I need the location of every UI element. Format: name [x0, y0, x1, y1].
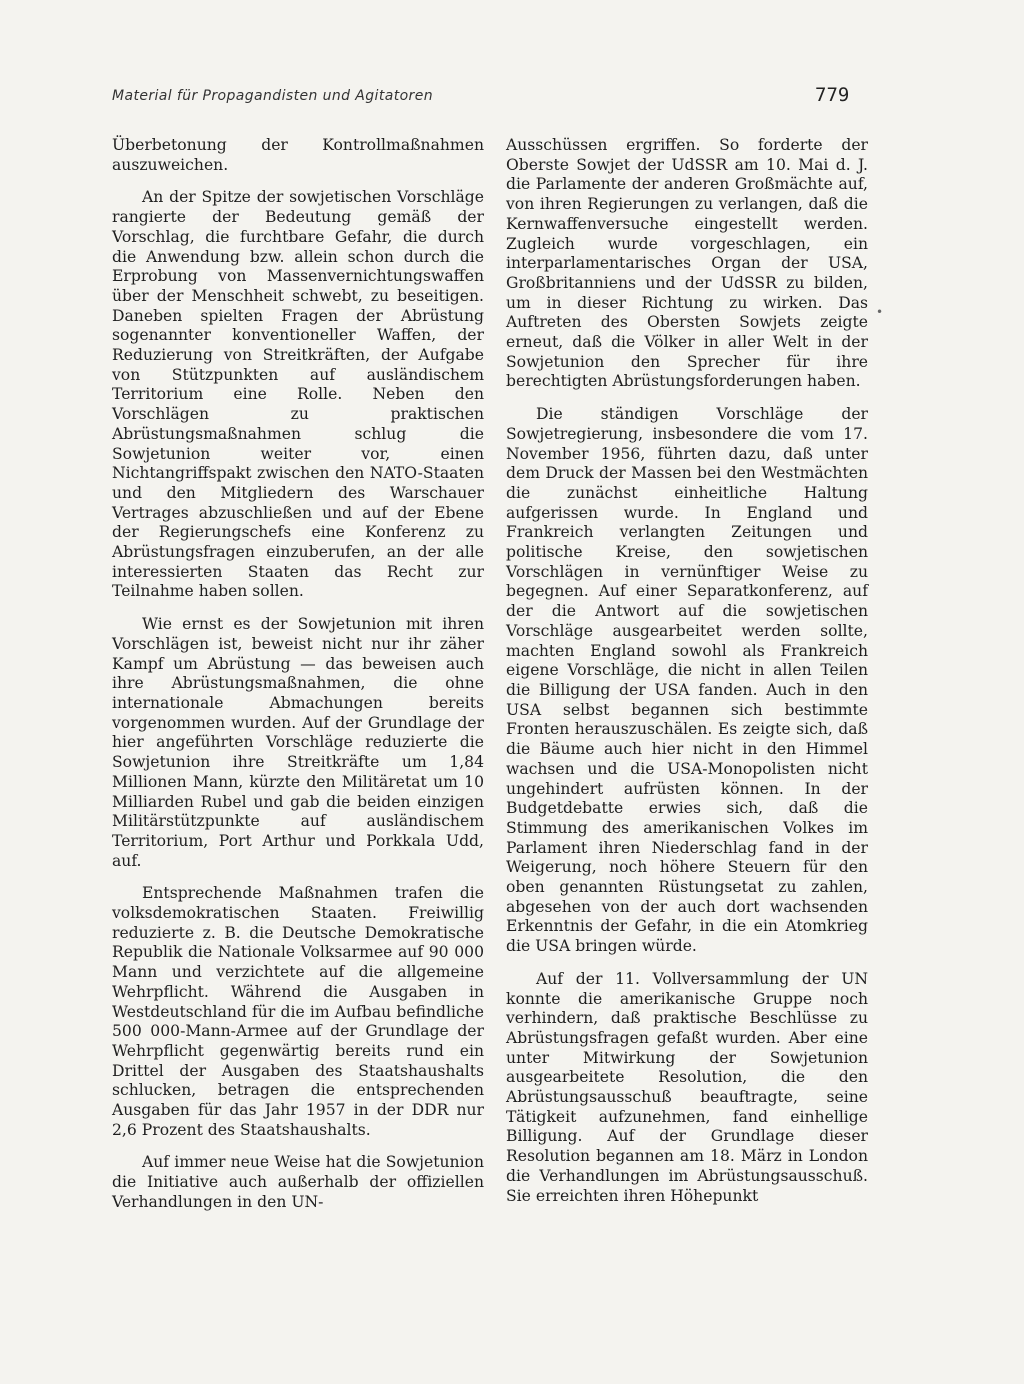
paragraph: Ausschüssen ergriffen. So forderte der Oberste Sowjet der UdSSR am 10. Mai d. J. die Parlamente der anderen Großmächte auf, von ihren Regierungen zu verlangen, daß die Kernwaffenversuche eingestellt werden. Zugleich wurde vorgeschlagen, ein interparlamentarisches Organ der USA, Großbritanniens und der UdSSR zu bilden, um in dieser Richtung zu wirken. Das Auftreten des Obersten Sowjets zeigte erneut, daß die Völker in aller Welt in der Sowjetunion den Sprecher für ihre berechtigten Abrüstungsforderungen haben.	[506, 136, 868, 391]
paragraph: Auf der 11. Vollversammlung der UN konnte die amerikanische Gruppe noch verhindern, daß praktische Beschlüsse zu Abrüstungsfragen gefaßt wurden. Aber eine unter Mitwirkung der Sowjetunion ausgearbeitete Resolution, die den Abrüstungsausschuß beauftragte, seine Tätigkeit aufzunehmen, fand einhellige Billigung. Auf der Grundlage dieser Resolution begannen am 18. März in London die Verhandlungen im Abrüstungsausschuß. Sie erreichten ihren Höhepunkt	[506, 969, 868, 1205]
left-column	[112, 136, 484, 1226]
scan-dot: •	[876, 305, 884, 319]
right-column	[506, 136, 868, 1219]
paragraph: Die ständigen Vorschläge der Sowjetregierung, insbesondere die vom 17. November 1956, führten dazu, daß unter dem Druck der Massen bei den Westmächten die zunächst einheitliche Haltung aufgerissen wurde. In England und Frankreich verlangten Zeitungen und politische Kreise, den sowjetischen Vorschlägen in vernünftiger Weise zu begegnen. Auf einer Separatkonferenz, auf der die Antwort auf die sowjetischen Vorschläge ausgearbeitet werden sollte, machten England sowohl als Frankreich eigene Vorschläge, die nicht in allen Teilen die Billigung der USA fanden. Auch in den USA selbst begannen sich bestimmte Fronten herauszuschälen. Es zeigte sich, daß die Bäume auch hier nicht in den Himmel wachsen und die USA-Monopolisten nicht ungehindert aufrüsten können. In der Budgetdebatte erwies sich, daß die Stimmung des amerikanischen Volkes im Parlament ihren Niederschlag fand in der Weigerung, noch höhere Steuern für den oben genannten Rüstungsetat zu zahlen, abgesehen von der auch dort wachsenden Erkenntnis der Gefahr, in die ein Atomkrieg die USA bringen würde.	[506, 405, 868, 956]
paragraph: Entsprechende Maßnahmen trafen die volksdemokratischen Staaten. Freiwillig reduzierte z. B. die Deutsche Demokratische Republik die Nationale Volksarmee auf 90 000 Mann und verzichtete auf die allgemeine Wehrpflicht. Während die Ausgaben in Westdeutschland für die im Aufbau befindliche 500 000-Mann-Armee auf der Grundlage der Wehrpflicht gegenwärtig bereits rund ein Drittel der Ausgaben des Staatshaushalts schlucken, betragen die entsprechenden Ausgaben für das Jahr 1957 in der DDR nur 2,6 Prozent des Staatshaushalts.	[112, 884, 484, 1139]
paragraph: Wie ernst es der Sowjetunion mit ihren Vorschlägen ist, beweist nicht nur ihr zäher Kampf um Abrüstung — das beweisen auch ihre Abrüstungsmaßnahmen, die ohne internationale Abmachungen bereits vorgenommen wurden. Auf der Grundlage der hier angeführten Vorschläge reduzierte die Sowjetunion ihre Streitkräfte um 1,84 Millionen Mann, kürzte den Militäretat um 10 Milliarden Rubel und gab die beiden einzigen Militärstützpunkte auf ausländischem Territorium, Port Arthur und Porkkala Udd, auf.	[112, 615, 484, 870]
page-number: 779	[815, 84, 850, 106]
paragraph: An der Spitze der sowjetischen Vorschläge rangierte der Bedeutung gemäß der Vorschlag, die furchtbare Gefahr, die durch die Anwendung bzw. allein schon durch die Erprobung von Massenvernichtungswaffen über der Menschheit schwebt, zu beseitigen. Daneben spielten Fragen der Abrüstung sogenannter konventioneller Waffen, der Reduzierung von Streitkräften, der Aufgabe von Stützpunkten auf ausländischem Territorium eine Rolle. Neben den Vorschlägen zu praktischen Abrüstungsmaßnahmen schlug die Sowjetunion weiter vor, einen Nichtangriffspakt zwischen den NATO-Staaten und den Mitgliedern des Warschauer Vertrages abzuschließen und auf der Ebene der Regierungschefs eine Konferenz zu Abrüstungsfragen einzuberufen, an der alle interessierten Staaten das Recht zur Teilnahme haben sollen.	[112, 188, 484, 601]
running-head: Material für Propagandisten und Agitatoren	[112, 88, 433, 104]
paragraph: Auf immer neue Weise hat die Sowjetunion die Initiative auch außerhalb der offiziellen Verhandlungen in den UN-	[112, 1153, 484, 1211]
paragraph: Überbetonung der Kontrollmaßnahmen auszuweichen.	[112, 136, 484, 174]
